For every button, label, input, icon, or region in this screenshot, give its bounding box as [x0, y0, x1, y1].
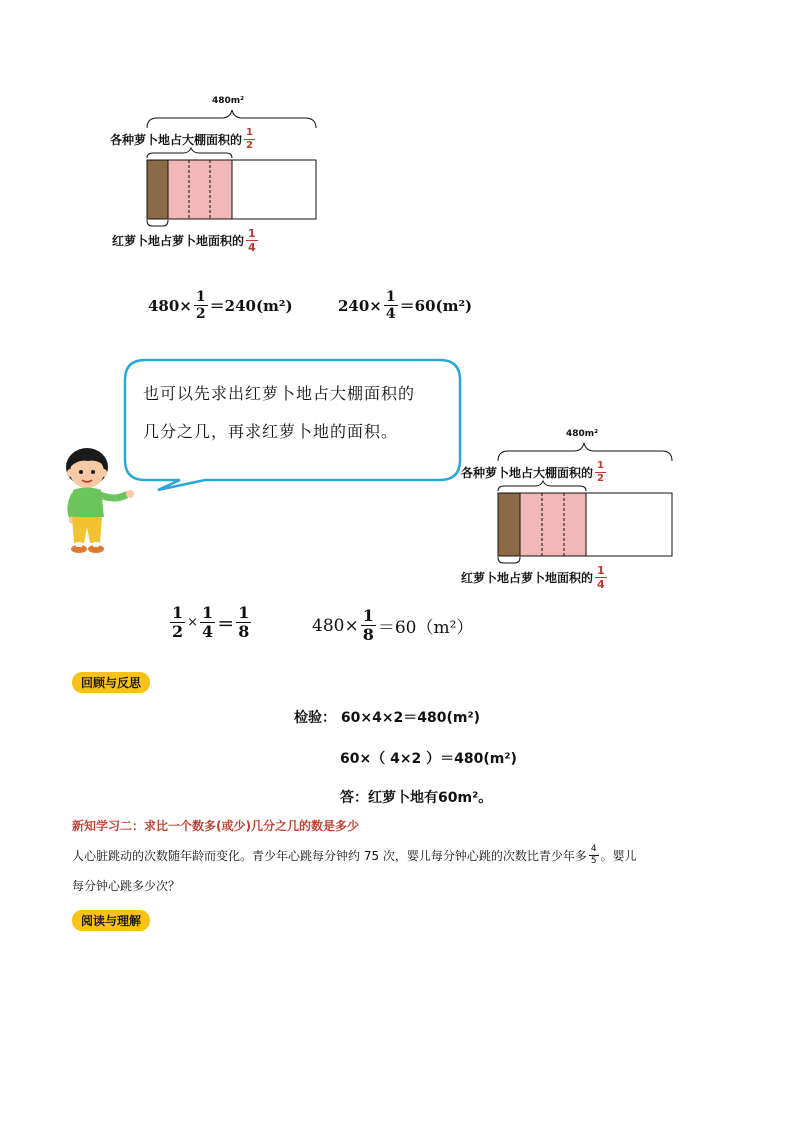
fraction-denominator: 8 — [362, 625, 374, 644]
answer-line: 答：红萝卜地有60m²。 — [340, 790, 493, 806]
fraction-numerator: 1 — [238, 603, 250, 622]
bubble-line-2: 几分之几，再求红萝卜地的面积。 — [143, 422, 399, 441]
eq-left: 480× — [148, 296, 192, 315]
multiply-sign: × — [187, 615, 199, 630]
top-label-text: 各种萝卜地占大棚面积的 — [461, 466, 594, 480]
fraction-numerator: 1 — [195, 289, 206, 305]
fraction-numerator: 4 — [590, 844, 597, 854]
eq-fraction-3 — [236, 605, 251, 640]
problem-line-2: 每分钟心跳多少次？ — [72, 879, 181, 893]
fraction-numerator: 1 — [202, 603, 214, 622]
eq-right: ＝60(m²) — [399, 297, 473, 315]
total-brace — [498, 443, 672, 461]
fraction-denominator: 2 — [172, 622, 184, 641]
eq-fraction — [361, 608, 376, 643]
fraction-denominator: 2 — [597, 473, 604, 484]
section-title: 新知学习二：求比一个数多(或少)几分之几的数是多少 — [72, 819, 359, 833]
bubble-line-1: 也可以先求出红萝卜地占大棚面积的 — [143, 384, 416, 403]
problem-text-b: 。婴儿 — [600, 849, 637, 863]
top-fraction — [595, 461, 606, 484]
problem-fraction — [589, 845, 599, 866]
bottom-label — [461, 565, 609, 590]
total-area-label: 480m² — [566, 429, 599, 439]
fraction-numerator: 1 — [597, 564, 605, 577]
fraction-numerator: 1 — [597, 460, 604, 471]
bottom-fraction — [595, 565, 607, 590]
fraction-denominator: 8 — [238, 622, 250, 641]
eq-left: 480× — [312, 615, 359, 636]
bottom-label-text: 红萝卜地占萝卜地面积的 — [112, 234, 245, 248]
top-label-text: 各种萝卜地占大棚面积的 — [110, 133, 243, 147]
problem-line-1 — [72, 845, 637, 866]
fraction-numerator: 1 — [362, 606, 374, 625]
total-area-label: 480m² — [212, 96, 245, 106]
fraction-numerator: 1 — [172, 603, 184, 622]
equation-fraction-product — [168, 605, 253, 640]
top-label — [461, 461, 608, 484]
fraction-denominator: 2 — [195, 306, 206, 322]
eq-left: 240× — [338, 296, 382, 315]
equation-red-area-2 — [312, 608, 473, 643]
check-line-2: 60×（ 4×2 ）＝480(m²) — [340, 751, 517, 767]
problem-text-a: 人心脏跳动的次数随年龄而变化。青少年心跳每分钟约 75 次，婴儿每分钟心跳的次数比青少年多 — [72, 849, 587, 863]
read-understand-badge: 阅读与理解 — [72, 910, 150, 931]
fraction-denominator: 4 — [597, 578, 605, 591]
other-radish-part — [520, 493, 586, 556]
equals-sign: ＝ — [217, 615, 235, 635]
fraction-denominator: 2 — [246, 140, 253, 151]
fraction-denominator: 4 — [202, 622, 214, 641]
bottom-label-text: 红萝卜地占萝卜地面积的 — [461, 571, 594, 585]
eq-right: ＝60（m²） — [377, 618, 474, 638]
fraction-denominator: 5 — [590, 856, 597, 866]
fraction-denominator: 4 — [385, 306, 396, 322]
fraction-numerator: 1 — [246, 127, 253, 138]
eq-right: ＝240(m²) — [209, 297, 293, 315]
fraction-numerator: 1 — [248, 227, 256, 240]
eq-fraction-2 — [200, 605, 215, 640]
eq-fraction-1 — [170, 605, 185, 640]
check-line-1: 检验： 60×4×2＝480(m²) — [294, 710, 481, 726]
fraction-denominator: 4 — [248, 241, 256, 254]
review-reflect-badge: 回顾与反思 — [72, 672, 150, 693]
red-radish-part — [498, 493, 520, 556]
quarter-bracket — [498, 557, 520, 563]
fraction-numerator: 1 — [385, 289, 396, 305]
